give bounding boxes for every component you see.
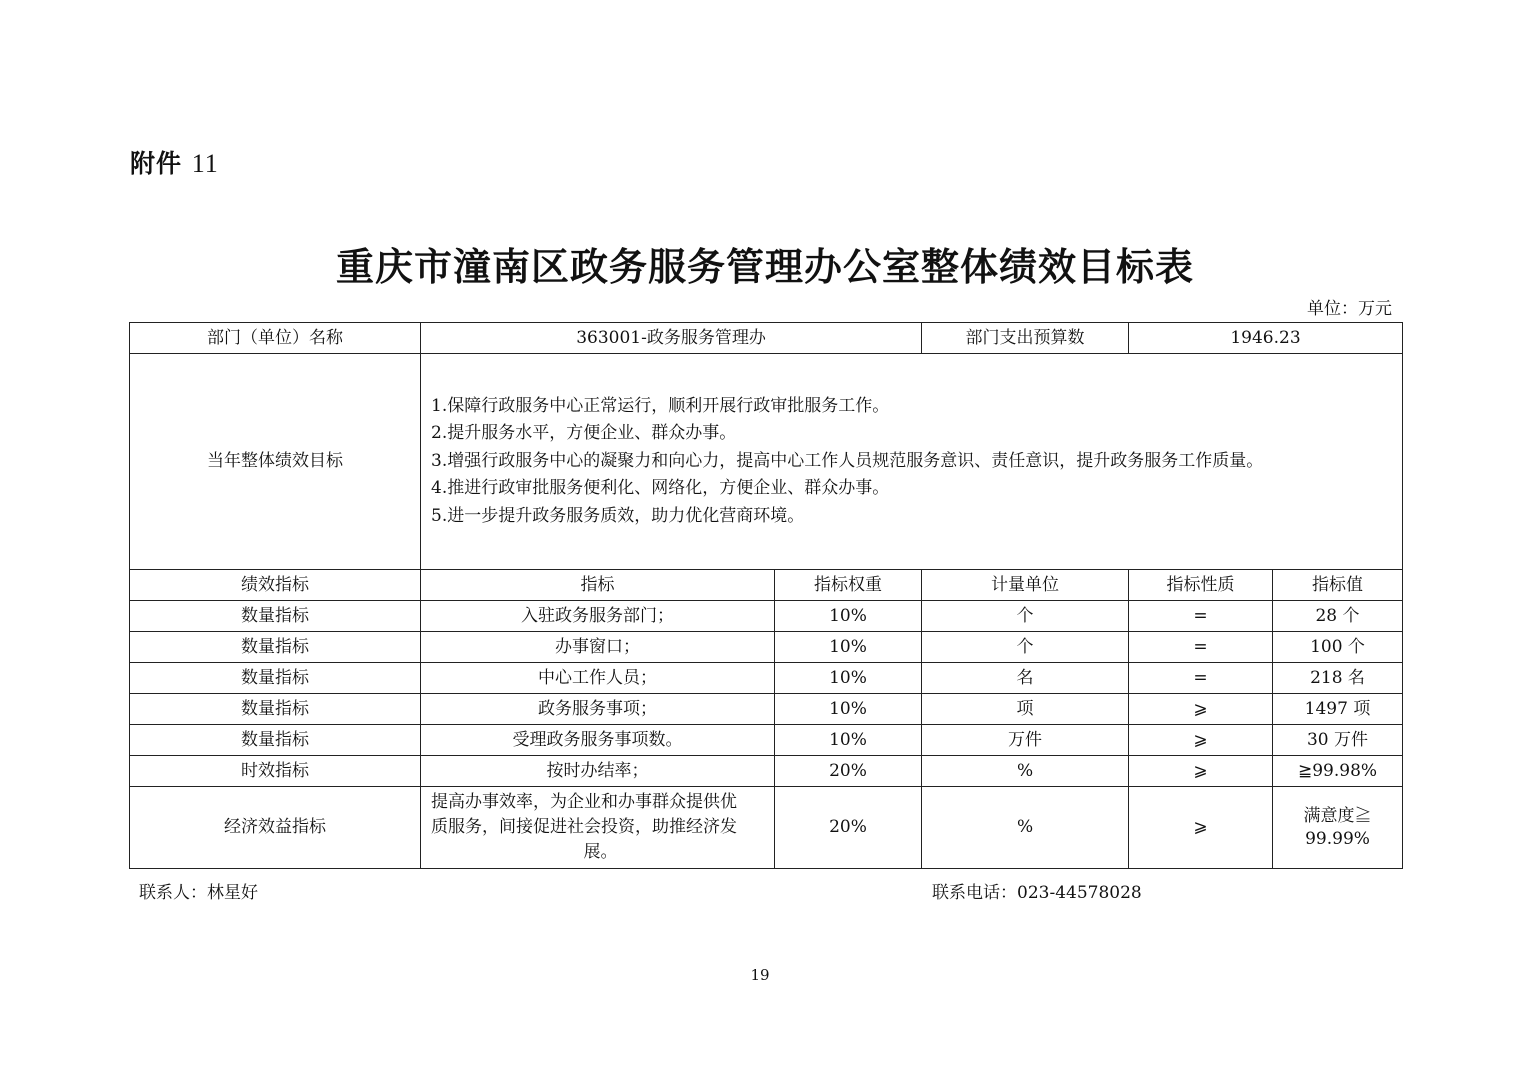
value-cell [1273,787,1403,869]
unit-note: 单位：万元 [1307,299,1392,319]
column-header: 指标值 [1273,570,1403,601]
weight-cell: 20% [775,787,922,869]
indicator-line: 展。 [583,842,618,862]
goal-label-cell: 当年整体绩效目标 [130,354,421,570]
nature-cell: ⩾ [1129,787,1273,869]
attachment-number: 11 [191,149,219,178]
column-header: 绩效指标 [130,570,421,601]
goal-line: 4.推进行政审批服务便利化、网络化，方便企业、群众办事。 [431,478,890,499]
nature-cell: = [1129,663,1273,694]
nature-cell: = [1129,632,1273,663]
department-row [130,323,1403,354]
unit-cell: % [922,787,1129,869]
table-row [130,694,1403,725]
unit-cell: % [922,756,1129,787]
performance-table [129,322,1403,869]
weight-cell: 10% [775,725,922,756]
category-cell: 数量指标 [130,632,421,663]
column-header: 指标性质 [1129,570,1273,601]
value-cell: 1497 项 [1273,694,1403,725]
category-cell: 经济效益指标 [130,787,421,869]
value-cell: 30 万件 [1273,725,1403,756]
indicator-line: 质服务，间接促进社会投资，助推经济发 [431,817,737,837]
weight-cell: 10% [775,632,922,663]
category-cell: 数量指标 [130,725,421,756]
goal-line: 3.增强行政服务中心的凝聚力和向心力，提高中心工作人员规范服务意识、责任意识，提升政务服务工作质量。 [431,450,1264,471]
indicator-cell: 政务服务事项； [421,694,775,725]
budget-label-cell: 部门支出预算数 [922,323,1129,354]
table-row [130,787,1403,869]
budget-value-cell: 1946.23 [1129,323,1403,354]
unit-cell: 个 [922,601,1129,632]
attachment-label-text: 附件 [130,149,183,178]
value-cell: 218 名 [1273,663,1403,694]
nature-cell: ⩾ [1129,694,1273,725]
contact-phone: 联系电话：023-44578028 [932,883,1142,903]
indicator-header-row [130,570,1403,601]
weight-cell: 10% [775,694,922,725]
value-line: 99.99% [1305,828,1370,849]
column-header: 指标 [421,570,775,601]
value-cell: 100 个 [1273,632,1403,663]
table-row [130,663,1403,694]
column-header: 计量单位 [922,570,1129,601]
goal-row [130,354,1403,570]
goal-line: 2.提升服务水平，方便企业、群众办事。 [431,423,737,444]
department-value-cell: 363001-政务服务管理办 [421,323,922,354]
goal-line: 1.保障行政服务中心正常运行，顺利开展行政审批服务工作。 [431,395,890,416]
value-cell: 28 个 [1273,601,1403,632]
unit-cell: 项 [922,694,1129,725]
contact-person: 联系人：林星好 [139,883,258,903]
category-cell: 数量指标 [130,663,421,694]
nature-cell: ⩾ [1129,756,1273,787]
attachment-label [130,144,219,180]
indicator-cell: 按时办结率； [421,756,775,787]
category-cell: 数量指标 [130,694,421,725]
unit-cell: 个 [922,632,1129,663]
nature-cell: ⩾ [1129,725,1273,756]
goal-text-cell [421,354,1403,570]
table-row [130,756,1403,787]
weight-cell: 10% [775,601,922,632]
indicator-cell: 入驻政务服务部门； [421,601,775,632]
indicator-cell [421,787,775,869]
column-header: 指标权重 [775,570,922,601]
document-title: 重庆市潼南区政务服务管理办公室整体绩效目标表 [335,244,1194,289]
value-cell: ≧99.98% [1273,756,1403,787]
indicator-cell: 受理政务服务事项数。 [421,725,775,756]
unit-cell: 万件 [922,725,1129,756]
department-label-cell: 部门（单位）名称 [130,323,421,354]
indicator-line: 提高办事效率，为企业和办事群众提供优 [431,792,737,812]
indicator-cell: 中心工作人员； [421,663,775,694]
goal-line: 5.进一步提升政务服务质效，助力优化营商环境。 [431,505,805,526]
table-row [130,725,1403,756]
weight-cell: 20% [775,756,922,787]
nature-cell: = [1129,601,1273,632]
weight-cell: 10% [775,663,922,694]
table-row [130,601,1403,632]
category-cell: 时效指标 [130,756,421,787]
indicator-cell: 办事窗口； [421,632,775,663]
value-line: 满意度≧ [1303,805,1372,826]
category-cell: 数量指标 [130,601,421,632]
unit-cell: 名 [922,663,1129,694]
table-row [130,632,1403,663]
page-number: 19 [750,966,770,984]
